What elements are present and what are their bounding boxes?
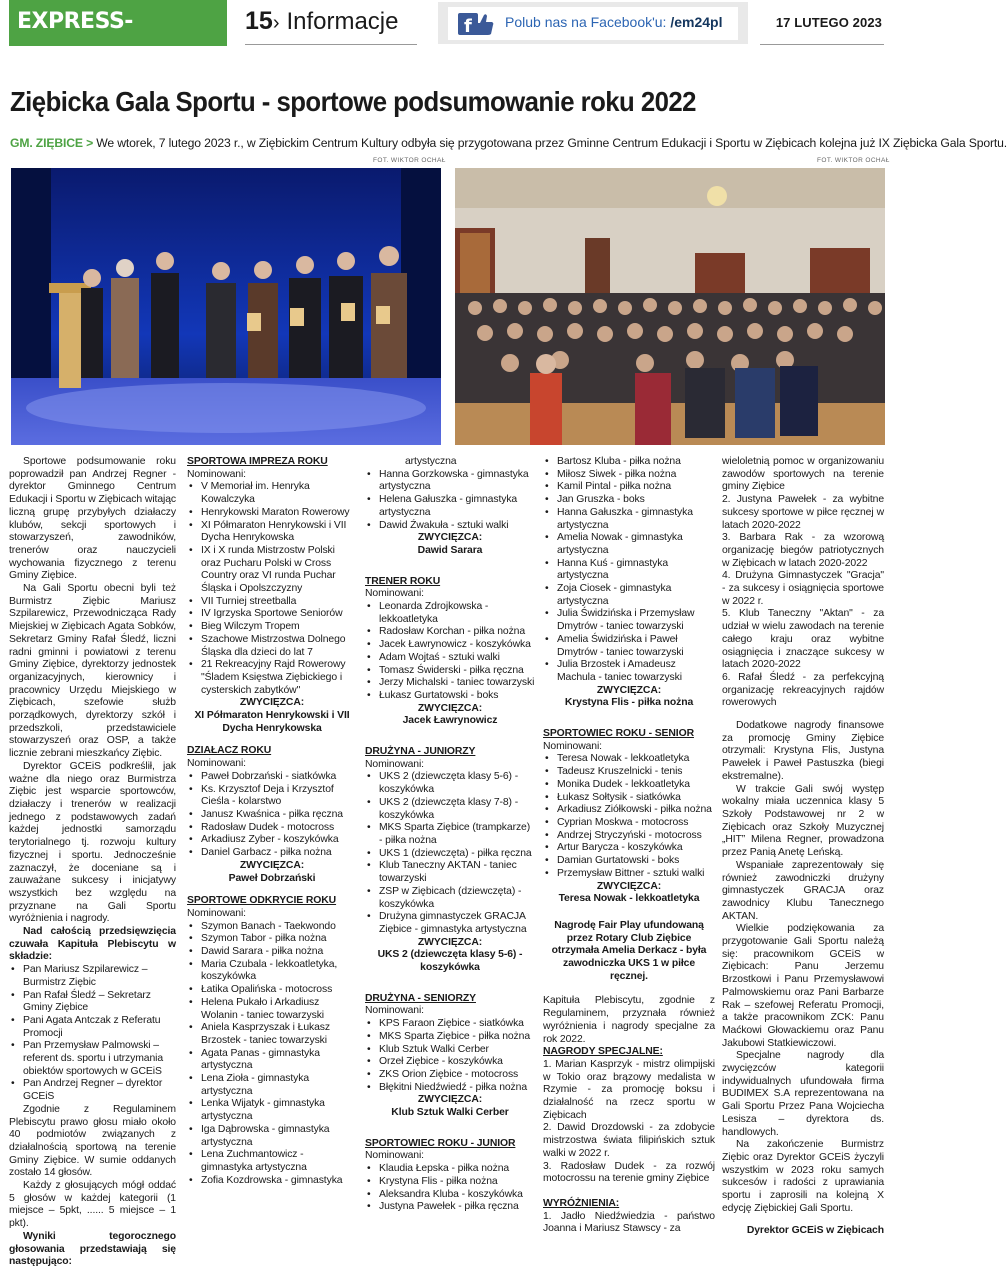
site-logo[interactable]: EXPRESS-MIEJSKI.PL xyxy=(9,0,227,44)
facebook-banner[interactable] xyxy=(438,2,748,44)
stage-image xyxy=(11,168,441,445)
nominee-list xyxy=(365,1018,535,1094)
list-item: • MKS Sparta Ziębice - piłka nożna xyxy=(365,1031,535,1044)
nominee-list xyxy=(187,771,357,860)
list-item: • Lenka Wijatyk - gimnastyka artystyczna xyxy=(187,1098,357,1123)
jury-list xyxy=(9,964,176,1104)
list-item: • Helena Pukało i Arkadiusz Wolanin - taniec towarzyski xyxy=(187,997,357,1022)
list-item: • Jacek Ławrynowicz - koszykówka xyxy=(365,639,535,652)
winner-label: ZWYCIĘZCA: xyxy=(417,936,483,948)
category-heading: DZIAŁACZ ROKU xyxy=(187,745,272,757)
article-column-4 xyxy=(543,456,715,1236)
list-item: • KPS Faraon Ziębice - siatkówka xyxy=(365,1018,535,1031)
list-item: • Szymon Banach - Taekwondo xyxy=(187,921,357,934)
list-item: • Radosław Dudek - motocross xyxy=(187,822,357,835)
lead-text: We wtorek, 7 lutego 2023 r., w Ziębickim Centrum Kultury odbyła się przygotowana przez Gminne Centrum Edukacji i Sportu w Ziębicach kolejna już IX Ziębicka Gala Sportu. xyxy=(93,136,1007,150)
list-item: 4. Drużyna Gimnastyczek "Gracja" - za sukcesy i osiągnięcia sportowe w 2022 r. xyxy=(722,570,884,607)
list-item: • Hanna Gałuszka - gimnastyka artystyczna xyxy=(543,507,715,532)
nominees-label: Nominowani: xyxy=(187,907,246,919)
winner-label: ZWYCIĘZCA: xyxy=(596,684,662,696)
list-item: 3. Barbara Rak - za wzorową organizację biegów patriotycznych w Ziębicach w latach 2020-2022 xyxy=(722,532,884,569)
list-item: • Aleksandra Kluba - koszykówka xyxy=(365,1189,535,1202)
list-item: • Arkadiusz Ziółkowski - piłka nożna xyxy=(543,804,715,817)
winner-label: ZWYCIĘZCA: xyxy=(417,532,483,544)
list-item: • Drużyna gimnastyczek GRACJA Ziębice - gimnastyka artystyczna xyxy=(365,911,535,936)
list-item: • Orzeł Ziębice - koszykówka xyxy=(365,1056,535,1069)
paragraph: Dodatkowe nagrody finansowe za promocję Gminy Ziębice otrzymali: Krystyna Flis, Justyna Pawełek i Paweł Pastuszka (biegi ekstremalne). xyxy=(722,720,884,782)
list-item: • Pan Rafał Śledź – Sekretarz Gminy Ziębice xyxy=(9,990,176,1015)
page-section xyxy=(245,6,398,38)
list-item: • Amelia Nowak - gimnastyka artystyczna xyxy=(543,532,715,557)
list-item: • UKS 1 (dziewczęta) - piłka ręczna xyxy=(365,848,535,861)
section-name: Informacje xyxy=(286,8,399,35)
list-item: • Henrykowski Maraton Rowerowy xyxy=(187,507,357,520)
list-item: • Leonarda Zdrojkowska - lekkoatletyka xyxy=(365,601,535,626)
article-column-2 xyxy=(187,456,357,1187)
list-item: • Tadeusz Kruszelnicki - tenis xyxy=(543,766,715,779)
list-item: • Klub Sztuk Walki Cerber xyxy=(365,1044,535,1057)
list-item: 1. Jadło Niedźwiedzia - państwo Joanna i Mariusz Stawscy - za xyxy=(543,1210,715,1235)
fair-play-note: Nagrodę Fair Play ufundowaną przez Rotary Club Ziębice otrzymała Amelia Derkacz - była zawodniczka UKS 1 w piłce ręcznej. xyxy=(551,919,707,982)
list-item: • IX i X runda Mistrzostw Polski oraz Pucharu Polski w Cross Country oraz VI runda Puchar Śląska i Opolszczyzny xyxy=(187,545,357,596)
category-heading: SPORTOWA IMPREZA ROKU xyxy=(187,456,328,467)
list-item: • Zoja Ciosek - gimnastyka artystyczna xyxy=(543,583,715,608)
list-item: • Bieg Wilczym Tropem xyxy=(187,621,357,634)
list-item: • Agata Panas - gimnastyka artystyczna xyxy=(187,1048,357,1073)
list-item: • Lena Zuchmantowicz - gimnastyka artystyczna xyxy=(187,1149,357,1174)
list-item: • UKS 2 (dziewczęta klasy 5-6) - koszykówka xyxy=(365,771,535,796)
winner-label: ZWYCIĘZCA: xyxy=(239,859,305,871)
location-tag: GM. ZIĘBICE > xyxy=(10,136,94,150)
photo-credit-left: FOT. WIKTOR OCHAŁ xyxy=(373,157,446,164)
winner-name: UKS 2 (dziewczęta klasy 5-6) - koszykówka xyxy=(377,949,523,974)
paragraph: Wspaniałe zaprezentowały się również zawodniczki drużyny gimnastyczek GRACJA oraz zawodnicy Klubu Tanecznego AKTAN. xyxy=(722,859,884,922)
winner-label: ZWYCIĘZCA: xyxy=(417,1094,483,1106)
nominee-list xyxy=(365,469,535,533)
list-item: • Szachowe Mistrzostwa Dolnego Śląska dla dzieci do lat 7 xyxy=(187,634,357,659)
list-item: • Pan Przemysław Palmowski – referent ds. sportu i utrzymania obiektów sportowych w GCEiS xyxy=(9,1040,176,1078)
nominee-list xyxy=(187,921,357,1188)
photo-stage-laureates xyxy=(11,168,441,445)
audience-image xyxy=(455,168,885,445)
distinctions-heading: WYRÓŻNIENIA: xyxy=(543,1197,620,1209)
paragraph: Zgodnie z Regulaminem Plebiscytu prawo głosu miało około 40 podmiotów związanych z działalnością sportową na terenie Gminy Ziębice. W sumie oddanych zostało 14 głosów. xyxy=(9,1103,176,1179)
photo-audience xyxy=(455,168,885,445)
article-lead xyxy=(10,136,1007,150)
list-item: • Szymon Tabor - piłka nożna xyxy=(187,933,357,946)
nominee-list xyxy=(543,456,715,685)
header-divider xyxy=(245,44,417,45)
facebook-handle[interactable]: /em24pl xyxy=(670,14,723,30)
category-heading: DRUŻYNA - JUNIORZY xyxy=(365,746,476,758)
list-item: • IV Igrzyska Sportowe Seniorów xyxy=(187,608,357,621)
list-item: • Daniel Garbacz - piłka nożna xyxy=(187,847,357,860)
svg-text:f: f xyxy=(464,16,472,37)
list-item: • Damian Gurtatowski - boks xyxy=(543,855,715,868)
page-number: 15 xyxy=(245,7,273,35)
list-item: • Julia Świdzińska i Przemysław Dmytrów - taniec towarzyski xyxy=(543,608,715,633)
chevron-right-icon: › xyxy=(272,12,280,34)
list-item: • Łatika Opalińska - motocross xyxy=(187,984,357,997)
list-item: • Bartosz Kluba - piłka nożna xyxy=(543,456,715,469)
list-item: • Aniela Kasprzyszak i Łukasz Brzostek - taniec towarzyski xyxy=(187,1022,357,1047)
category-heading: SPORTOWIEC ROKU - JUNIOR xyxy=(365,1137,516,1149)
facebook-cta: Polub nas na Facebook'u: /em24pl xyxy=(505,14,723,30)
list-item: • Krystyna Flis - piłka nożna xyxy=(365,1176,535,1189)
list-item: • Błękitni Niedźwiedź - piłka nożna xyxy=(365,1082,535,1095)
header-rule xyxy=(9,44,227,46)
nominees-label: Nominowani: xyxy=(543,740,602,752)
date-divider xyxy=(760,44,884,45)
list-item: • MKS Sparta Ziębice (trampkarze) - piłka nożna xyxy=(365,822,535,847)
article-column-5 xyxy=(722,456,884,1238)
list-item: 1. Marian Kasprzyk - mistrz olimpijski w Tokio oraz brązowy medalista w Rzymie - za promocję boksu i działalność na rzecz sportu w Ziębicach xyxy=(543,1058,715,1121)
list-item: • Pani Agata Antczak z Referatu Promocji xyxy=(9,1015,176,1040)
list-item: • Andrzej Stryczyński - motocross xyxy=(543,830,715,843)
paragraph: Kapituła Plebiscytu, zgodnie z Regulaminem, przyznała również wyróżnienia i nagrody specjalne za rok 2022. xyxy=(543,995,715,1045)
list-item: • Iga Dąbrowska - gimnastyka artystyczna xyxy=(187,1124,357,1149)
list-item: • Zofia Kozdrowska - gimnastyka xyxy=(187,1175,357,1188)
issue-date: 17 LUTEGO 2023 xyxy=(775,15,882,30)
photo-credit-right: FOT. WIKTOR OCHAŁ xyxy=(817,157,890,164)
list-item: • Justyna Pawełek - piłka ręczna xyxy=(365,1201,535,1214)
list-item: • UKS 2 (dziewczęta klasy 7-8) - koszykówka xyxy=(365,797,535,822)
winner-name: Krystyna Flis - piłka nożna xyxy=(564,697,694,709)
paragraph: Dyrektor GCEiS podkreślił, jak ważne dla niego oraz Burmistrza Ziębic jest wsparcie sportowców, działaczy i trenerów w realizacji jednego z podstawowych zadań każdej jednostki samorządu terytorialnego tj. rozwoju kultury fizycznej i sportu. Jednocześnie zaznaczył, że doceniane są i zauważane sukcesy i inicjatywy wszystkich bez względu na przyznane na Gali Sportu wyróżnienia i nagrody. xyxy=(9,760,176,925)
jury-heading: Nad całością przedsięwzięcia czuwała Kapituła Plebiscytu w składzie: xyxy=(9,926,176,963)
list-item: • Julia Brzostek i Amadeusz Machula - taniec towarzyski xyxy=(543,659,715,684)
paragraph: W trakcie Gali swój występ wokalny miała uczennica klasy 5 Szkoły Podstawowej nr 2 w Ziębicach oraz Szkoły Muzycznej „HIT” Milena Regner, prowadzona przez Panią Anetę Leńską. xyxy=(722,783,884,859)
paragraph: Specjalne nagrody dla zwycięzców kategorii indywidualnych ufundowała firma BUDIMEX S.A reprezentowana na Gali Sportu Przez Pana Wojciecha Lesisza – dyrektora ds. handlowych. xyxy=(722,1050,884,1138)
list-item: • Klub Taneczny AKTAN - taniec towarzyski xyxy=(365,860,535,885)
paragraph: Sportowe podsumowanie roku poprowadził pan Andrzej Regner - dyrektor Gminnego Centrum Edukacji i Sportu w Ziębicach witając liczną grupę przybyłych działaczy klubów, sekcji sportowych i stowarzyszeń, zawodników, trenerów oraz nauczycieli wychowania fizycznego z terenu Gminy Ziębice. xyxy=(9,456,176,582)
list-item: • Pan Andrzej Regner – dyrektor GCEiS xyxy=(9,1078,176,1103)
category-heading: TRENER ROKU xyxy=(365,575,441,587)
winner-name: Teresa Nowak - lekkoatletyka xyxy=(558,893,700,905)
nominees-label: Nominowani: xyxy=(187,758,246,770)
list-item: • Klaudia Łepska - piłka nożna xyxy=(365,1163,535,1176)
paragraph: Każdy z głosujących mógł oddać 5 głosów w każdej kategorii (1 miejsce – 5pkt, ...... 5 miejsce – 1 pkt). xyxy=(9,1180,176,1230)
list-item: • Paweł Dobrzański - siatkówka xyxy=(187,771,357,784)
list-item: • Cyprian Moskwa - motocross xyxy=(543,817,715,830)
nominee-list xyxy=(365,601,535,703)
list-item: 3. Radosław Dudek - za rozwój motocrossu na terenie gminy Ziębice xyxy=(543,1160,715,1185)
paragraph: Na Gali Sportu obecni byli też Burmistrz Ziębic Mariusz Szpilarewicz, Przewodnicząca Rady Miejskiej w Ziębicach Agata Sobków, Sekretarz Gminy Rafał Śledź, liczni radni gminni i powiatowi z terenu Gminy Ziębice, dyrektorzy jednostek organizacyjnych, kierownicy i pracownicy Urzędu Miejskiego w Ziębicach, szefowie służb porządkowych, dyrektorzy szkół i przedszkoli, przedstawiciele stowarzyszeń oraz OSP, a także licznie zebrani mieszkańcy Ziębic. xyxy=(9,583,176,760)
list-item: • Arkadiusz Zyber - koszykówka xyxy=(187,834,357,847)
nominee-list xyxy=(365,771,535,936)
article-title: Ziębicka Gala Sportu - sportowe podsumowanie roku 2022 xyxy=(10,86,696,117)
list-item: • Miłosz Siwek - piłka nożna xyxy=(543,469,715,482)
list-item: • Amelia Świdzińska i Paweł Dmytrów - taniec towarzyski xyxy=(543,634,715,659)
list-item: • Adam Wojtaś - sztuki walki xyxy=(365,652,535,665)
list-item: • Łukasz Sołtysik - siatkówka xyxy=(543,792,715,805)
nominee-list xyxy=(187,481,357,697)
paragraph: Wielkie podziękowania za przygotowanie Gali Sportu należą się: pracownikom GCEiS w Ziębicach: Panu Jerzemu Brzostkowi i Panu Przemysławowi Palmowskiemu oraz Pani Barbarze Rak – szefowej Referatu Promocji, a także pracownikom ZCK: Panu Maćkowi Głowackiemu oraz Panu Jakubowi Statkiewiczowi. xyxy=(722,923,884,1049)
list-item: 2. Dawid Drozdowski - za zdobycie mistrzostwa świata filipińskich sztuk walki w 2022 r. xyxy=(543,1122,715,1159)
winner-name: Jacek Ławrynowicz xyxy=(402,715,498,727)
winner-name: Dawid Sarara xyxy=(417,544,483,556)
list-item: • Pan Mariusz Szpilarewicz – Burmistrz Ziębic xyxy=(9,964,176,989)
list-item: • Ks. Krzysztof Deja i Krzysztof Cieśla - kolarstwo xyxy=(187,784,357,809)
list-item: • Dawid Źwakuła - sztuki walki xyxy=(365,520,535,533)
list-item: • ZSP w Ziębicach (dziewczęta) - koszykówka xyxy=(365,886,535,911)
list-item: • XI Półmaraton Henrykowski i VII Dycha Henrykowska xyxy=(187,520,357,545)
list-item: • Radosław Korchan - piłka nożna xyxy=(365,626,535,639)
list-item: • Kamil Pintal - piłka nożna xyxy=(543,481,715,494)
nominees-label: Nominowani: xyxy=(365,588,424,600)
list-item: • VII Turniej streetballa xyxy=(187,596,357,609)
facebook-like-icon xyxy=(458,11,494,37)
list-item: • Hanna Gorzkowska - gimnastyka artystyczna xyxy=(365,469,535,494)
facebook-banner-inner xyxy=(448,7,738,40)
list-item: • ZKS Orion Ziębice - motocross xyxy=(365,1069,535,1082)
article-column-3 xyxy=(365,456,535,1214)
nominee-list xyxy=(543,753,715,880)
nominees-label: Nominowani: xyxy=(365,1005,424,1017)
winner-name: Klub Sztuk Walki Cerber xyxy=(391,1107,509,1119)
list-item: 5. Klub Taneczny "Aktan" - za udział w wielu zawodach na terenie całego kraju oraz wybitne osiągnięcia i znaczące sukcesy w latach 2020-2022 xyxy=(722,608,884,671)
article-signature: Dyrektor GCEiS w Ziębicach xyxy=(746,1225,884,1237)
nominee-list xyxy=(365,1163,535,1214)
list-item: • Dawid Sarara - piłka nożna xyxy=(187,946,357,959)
continued-text: artystyczna xyxy=(405,456,457,467)
list-item: 6. Rafał Śledź - za perfekcyjną organizację rekreacyjnych rajdów rowerowych xyxy=(722,671,884,709)
list-item: • Lena Zioła - gimnastyka artystyczna xyxy=(187,1073,357,1098)
special-awards-heading: NAGRODY SPECJALNE: xyxy=(543,1046,663,1058)
article-column-1 xyxy=(9,456,176,1269)
list-item: • V Memoriał im. Henryka Kowalczyka xyxy=(187,481,357,506)
list-item: • Jan Gruszka - boks xyxy=(543,494,715,507)
category-heading: SPORTOWIEC ROKU - SENIOR xyxy=(543,728,694,740)
nominees-label: Nominowani: xyxy=(187,468,246,480)
winner-label: ZWYCIĘZCA: xyxy=(417,702,483,714)
category-heading: DRUŻYNA - SENIORZY xyxy=(365,992,476,1004)
list-item: 2. Justyna Pawełek - za wybitne sukcesy sportowe w piłce ręcznej w latach 2020-2022 xyxy=(722,494,884,531)
nominees-label: Nominowani: xyxy=(365,1150,424,1162)
list-item: • Jerzy Michalski - taniec towarzyski xyxy=(365,677,535,690)
list-item: • Tomasz Świderski - piłka ręczna xyxy=(365,665,535,678)
list-item: • Artur Barycza - koszykówka xyxy=(543,842,715,855)
winner-name: Paweł Dobrzański xyxy=(228,872,316,884)
list-item: • Łukasz Gurtatowski - boks xyxy=(365,690,535,703)
list-item: • Hanna Kuś - gimnastyka artystyczna xyxy=(543,558,715,583)
winner-label: ZWYCIĘZCA: xyxy=(596,880,662,892)
list-item: • Helena Gałuszka - gimnastyka artystyczna xyxy=(365,494,535,519)
list-item: wieloletnią pomoc w organizowaniu zawodów sportowych na terenie gminy Ziębice xyxy=(722,456,884,493)
spacer xyxy=(722,710,884,720)
list-item: • Monika Dudek - lekkoatletyka xyxy=(543,779,715,792)
winner-name: XI Półmaraton Henrykowski i VII Dycha Henrykowska xyxy=(194,710,350,734)
list-item: • 21 Rekreacyjny Rajd Rowerowy "Śladem Księstwa Ziębickiego i cysterskich zabytków" xyxy=(187,659,357,697)
list-item: • Teresa Nowak - lekkoatletyka xyxy=(543,753,715,766)
list-item: • Maria Czubala - lekkoatletyka, koszykówka xyxy=(187,959,357,984)
category-heading: SPORTOWE ODKRYCIE ROKU xyxy=(187,895,337,907)
page-header xyxy=(0,0,900,78)
winner-label: ZWYCIĘZCA: xyxy=(239,697,305,709)
list-item: • Janusz Kwaśnica - piłka ręczna xyxy=(187,809,357,822)
nominees-label: Nominowani: xyxy=(365,758,424,770)
paragraph: Na zakończenie Burmistrz Ziębic oraz Dyrektor GCEiS życzyli wszystkim w 2023 roku samych sukcesów i radości z uprawiania sportu i zaprosili na kolejną X edycję Ziębickiej Gali Sportu. xyxy=(722,1139,884,1214)
list-item: • Przemysław Bittner - sztuki walki xyxy=(543,868,715,881)
results-intro: Wyniki tegorocznego głosowania przedstawiają się następująco: xyxy=(9,1230,176,1268)
